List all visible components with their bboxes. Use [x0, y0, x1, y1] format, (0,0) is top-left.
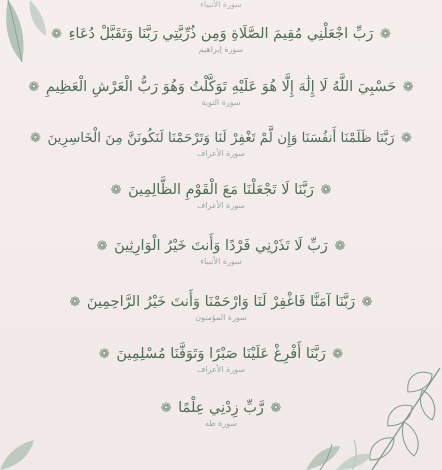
flower-ornament-icon: ❁ [361, 294, 373, 310]
verse-entry [0, 398, 442, 429]
surah-name: سورة التوبة [201, 98, 241, 107]
flower-ornament-icon: ❁ [332, 346, 344, 362]
verse-text: رَبَّنَا أَفْرِغْ عَلَيْنَا صَبْرًا وَتَوَفَّنَا مُسْلِمِينَ [116, 346, 326, 362]
flower-ornament-icon: ❁ [270, 400, 282, 416]
verse-entry [0, 292, 442, 323]
verse-entry [0, 128, 442, 159]
flower-ornament-icon: ❁ [69, 294, 81, 310]
verse-text: رَّبِّ زِدْنِي عِلْمًا [178, 400, 264, 416]
flower-ornament-icon: ❁ [379, 26, 391, 42]
flower-ornament-icon: ❁ [28, 79, 40, 95]
flower-ornament-icon: ❁ [320, 182, 332, 198]
verse-text: رَبِّ اجْعَلْنِي مُقِيمَ الصَّلَاةِ وَمِن ذُرِّيَّتِي رَبَّنَا وَتَقَبَّلْ دُعَاءِ [68, 26, 374, 42]
flower-ornament-icon: ❁ [96, 238, 108, 254]
verse-text: رَبَّنَا آمَنَّا فَاغْفِرْ لَنَا وَارْحَمْنَا وَأَنتَ خَيْرُ الرَّاحِمِينَ [86, 294, 356, 310]
surah-name: سورة الأعراف [197, 201, 245, 210]
verse-text: حَسْبِيَ اللَّهُ لَا إِلَٰهَ إِلَّا هُوَ عَلَيْهِ تَوَكَّلْتُ وَهُوَ رَبُّ الْعَرْشِ الْعَظِيمِ [45, 79, 397, 95]
verse-entry [0, 180, 442, 211]
verse-text: رَبِّ لَا تَذَرْنِي فَرْدًا وَأَنتَ خَيْرُ الْوَارِثِينَ [114, 238, 328, 254]
flower-ornament-icon: ❁ [30, 130, 41, 146]
flower-ornament-icon: ❁ [402, 79, 414, 95]
surah-name-top: سورة الأنبياء [200, 0, 242, 9]
flower-ornament-icon: ❁ [401, 130, 412, 146]
verse-text: رَبَّنَا ظَلَمْنَا أَنفُسَنَا وَإِن لَّمْ تَغْفِرْ لَنَا وَتَرْحَمْنَا لَنَكُونَنَّ مِنَ الْخَاسِرِينَ [47, 130, 395, 146]
leaf-decoration-bottom-center [296, 440, 376, 470]
verse-entry [0, 24, 442, 55]
surah-name: سورة الأعراف [197, 149, 245, 158]
surah-name: سورة المؤمنون [195, 313, 247, 322]
flower-ornament-icon: ❁ [160, 400, 172, 416]
verse-entry [0, 236, 442, 267]
flower-ornament-icon: ❁ [334, 238, 346, 254]
flower-ornament-icon: ❁ [110, 182, 122, 198]
surah-name: سورة الأعراف [197, 365, 245, 374]
verse-entry [0, 344, 442, 375]
leaf-decoration-bottom-left [0, 424, 40, 470]
verse-text: رَبَّنَا لَا تَجْعَلْنَا مَعَ الْقَوْمِ الظَّالِمِينَ [128, 182, 314, 198]
surah-name: سورة طه [204, 419, 238, 428]
verse-entry [0, 77, 442, 108]
flower-ornament-icon: ❁ [98, 346, 110, 362]
surah-name: سورة الأنبياء [200, 257, 242, 266]
flower-ornament-icon: ❁ [51, 26, 63, 42]
surah-name: سورة إبراهيم [198, 45, 244, 54]
